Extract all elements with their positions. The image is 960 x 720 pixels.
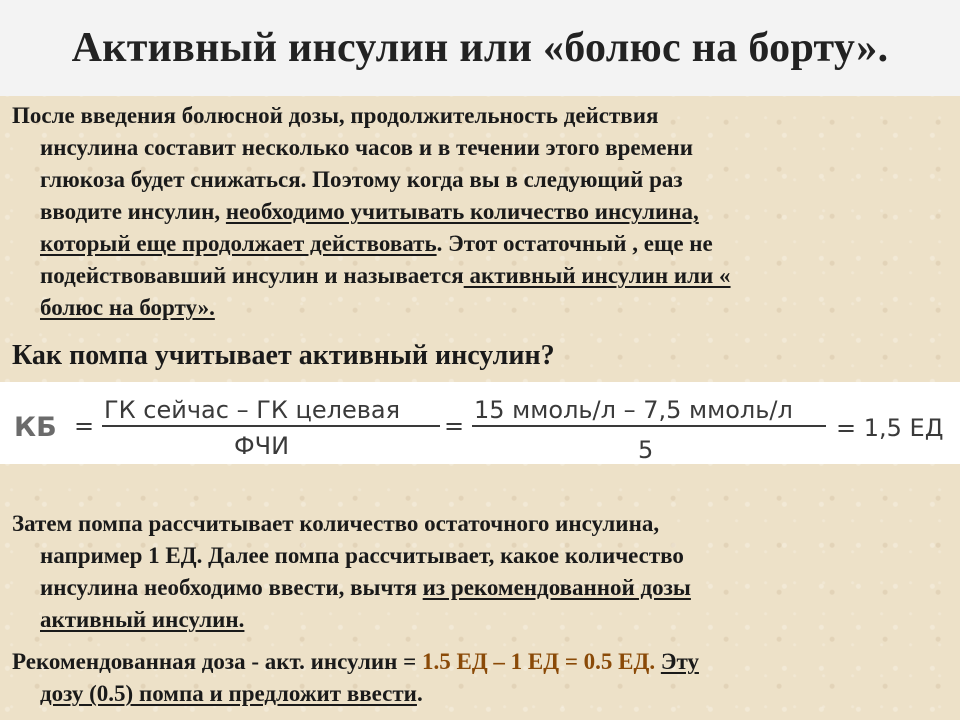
- intro-line-5-text: . Этот остаточный , еще не: [436, 231, 713, 256]
- calc-line-1: Затем помпа рассчитывает количество остаточного инсулина,: [12, 511, 660, 536]
- formula-graphic: [0, 382, 960, 464]
- intro-line-1: После введения болюсной дозы, продолжительность действия: [12, 103, 659, 128]
- paragraph-result: [12, 646, 942, 710]
- calc-underlined-recommended: из рекомендованной дозы: [422, 575, 691, 600]
- result-line-1-text: Рекомендованная доза - акт. инсулин =: [12, 649, 422, 674]
- result-underlined-dose: дозу (0.5) помпа и предложит ввести: [40, 681, 417, 706]
- formula-eq-2: =: [444, 412, 465, 440]
- intro-line-6-text: подействовавший инсулин и называется: [40, 263, 464, 288]
- result-line-2-text: .: [416, 681, 423, 706]
- formula-result: = 1,5 ЕД: [836, 414, 944, 442]
- formula-lhs: КБ: [14, 412, 57, 443]
- intro-line-4-text: вводите инсулин,: [40, 199, 226, 224]
- intro-line-3: глюкоза будет снижаться. Поэтому когда вы в следующий раз: [40, 167, 683, 192]
- result-underlined-this: Эту: [660, 649, 699, 674]
- result-line-1: [12, 646, 942, 678]
- intro-line-2: инсулина составит несколько часов и в течении этого времени: [40, 135, 693, 160]
- title-bar: [0, 0, 960, 96]
- intro-line-5: [12, 228, 942, 260]
- formula-panel: [0, 382, 960, 464]
- result-dose-calc: 1.5 ЕД – 1 ЕД = 0.5 ЕД.: [421, 649, 656, 674]
- calc-underlined-active-insulin: активный инсулин.: [40, 607, 245, 632]
- formula-numerator-2: 15 ммоль/л – 7,5 ммоль/л: [474, 396, 793, 424]
- calc-line-3-text: инсулина необходимо ввести, вычтя: [40, 575, 423, 600]
- intro-underlined-still-acting: который еще продолжает действовать: [40, 231, 437, 256]
- intro-underlined-bolus-on-board: болюс на борту».: [40, 295, 215, 320]
- intro-underlined-active-insulin: активный инсулин или «: [463, 263, 731, 288]
- intro-line-4: [12, 196, 942, 228]
- intro-line-7: [12, 292, 942, 324]
- intro-line-6: [12, 260, 942, 292]
- paragraph-calculation: [12, 508, 942, 636]
- formula-denominator-1: ФЧИ: [234, 432, 290, 460]
- formula-numerator-1: ГК сейчас – ГК целевая: [104, 396, 401, 424]
- calc-line-3: [12, 572, 942, 604]
- intro-underlined-consider: необходимо учитывать количество инсулина,: [225, 199, 699, 224]
- slide-title: Активный инсулин или «болюс на борту».: [71, 25, 889, 71]
- paragraph-intro: [12, 100, 942, 324]
- calc-line-4: [12, 604, 942, 636]
- result-line-2: [12, 678, 942, 710]
- formula-eq-1: =: [74, 412, 95, 440]
- section-heading: Как помпа учитывает активный инсулин?: [12, 340, 555, 371]
- formula-denominator-2: 5: [638, 436, 654, 464]
- calc-line-2: например 1 ЕД. Далее помпа рассчитывает, какое количество: [40, 543, 684, 568]
